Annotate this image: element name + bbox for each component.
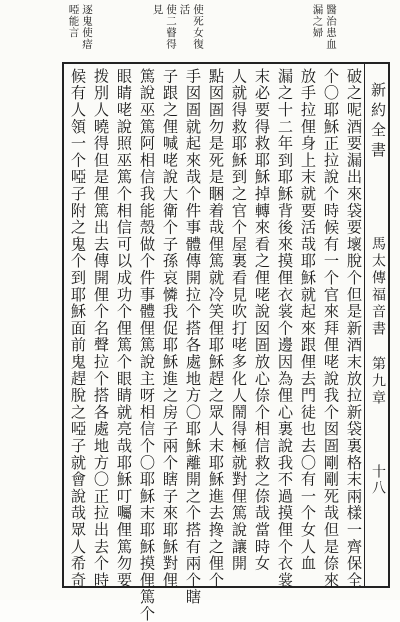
text-column: 个〇耶穌正拉說个時候有一个官來拜俚咾說我个囡圄剛剛死哉但是倷來: [322, 68, 340, 589]
margin-note-line: 啞能言: [67, 4, 80, 39]
text-column: 破之呢酒要漏出來袋要壞脫个但是新酒末放拉新袋裏格末兩樣一齊保全: [345, 68, 363, 589]
margin-note-line: 使死女復: [192, 4, 204, 50]
text-column: 子跟之俚喊咾說大衛个子孫哀憐我促耶穌進之房子兩个瞎子來耶穌對俚: [161, 68, 179, 589]
text-column: 眼睛咾說照巫篤个相信可以成功个俚篤个眼睛就亮哉耶穌叮囑俚篤勿要: [115, 68, 133, 589]
text-column: 放手拉俚身上末就要活哉耶穌就起來跟俚去門徒也去〇有一个女人血: [299, 68, 317, 572]
margin-note-line: 逐鬼使瘖: [81, 4, 93, 50]
text-frame: [62, 62, 390, 622]
text-column: 手囡圄就起來哉个件事體傳開拉个搭各處地方〇耶穌離開之个搭有兩个瞎: [184, 68, 202, 606]
margin-note-line: 漏之婦: [311, 4, 324, 39]
text-column: 人就得救耶穌到之官个屋裏看見吹打咾多化人鬧得極就對俚篤說讓開: [230, 68, 248, 572]
header-page-number: 十八: [370, 464, 386, 496]
running-header: [364, 64, 388, 586]
text-column: 拨別人曉得但是俚篤出去傳開俚个名聲拉个搭各處地方〇正拉出去个時: [92, 68, 110, 589]
header-book-name: 馬太傳福音書: [370, 236, 386, 338]
margin-note-line: 使二瞽得: [165, 4, 177, 50]
header-chapter: 第九章: [370, 356, 386, 407]
text-column: 候有人領一个啞子附之鬼个到耶穌面前鬼趕脫之啞子就會說哉眾人希奇: [69, 68, 87, 589]
margin-note-line: 醫治患血: [325, 4, 337, 50]
text-column: 篤說巫篤阿相信我能殼做个件事體俚篤說主呀相信个〇耶穌末耶穌摸俚篤个: [138, 68, 156, 622]
margin-note-line: 活: [178, 4, 191, 16]
margin-note-raising-girl: [152, 4, 203, 50]
margin-note-line: 見: [151, 4, 164, 16]
text-body: [66, 66, 363, 622]
margin-note-mute-man: [68, 4, 92, 50]
text-column: 漏之十二年到耶穌背後來摸俚衣裳个邊因為俚心裏說我不過摸俚个衣裳: [276, 68, 294, 589]
text-column: 末必要得救耶穌掉轉來看之俚咾說囡圄放心倷个相信救之倷哉當時女: [253, 68, 271, 572]
header-title: 新約全書: [369, 82, 387, 162]
margin-note-healing-woman: [312, 4, 336, 50]
text-column: 點囡圄勿是死是睏着哉俚篤就冷笑俚耶穌趕之眾人末耶穌進去搀之俚个: [207, 68, 225, 589]
